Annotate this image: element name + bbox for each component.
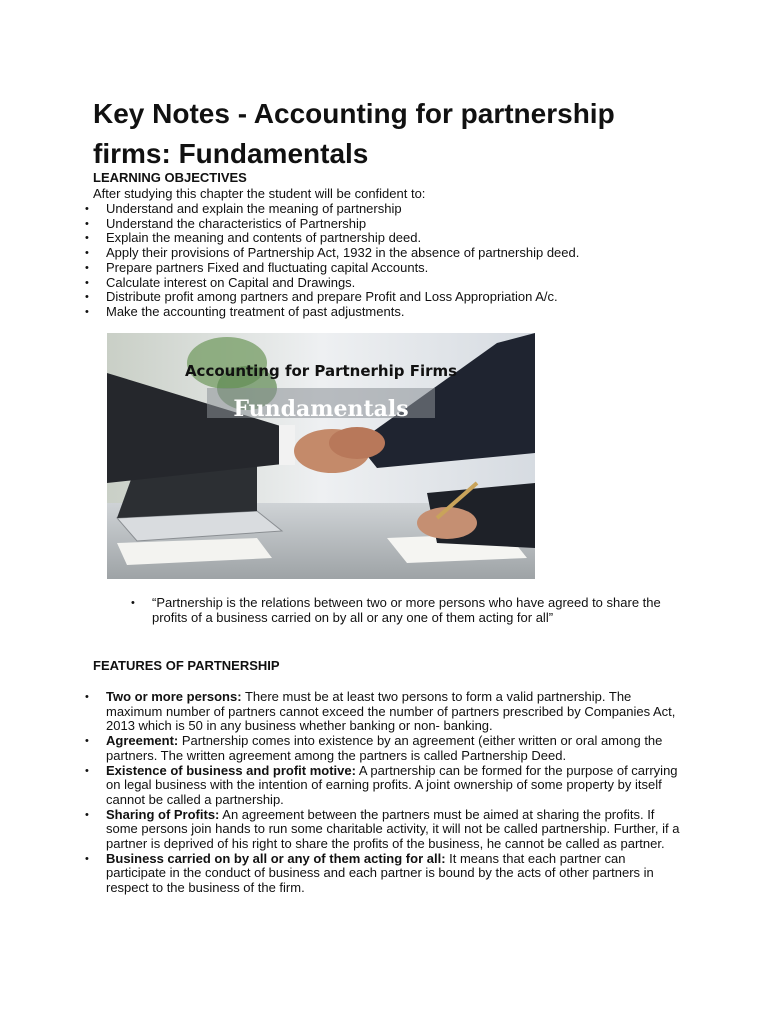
feature-term: Sharing of Profits: (106, 806, 220, 822)
feature-term: Existence of business and profit motive: (106, 762, 356, 778)
feature-item (93, 734, 683, 763)
banner-caption-line1: Accounting for Partnerhip Firms (184, 362, 458, 380)
feature-term: Agreement: (106, 733, 179, 749)
feature-item (93, 690, 683, 734)
feature-item (93, 852, 683, 896)
feature-text: An agreement between the partners must be aimed at sharing the profits. If some persons join hands to run some charitable activity, it will not be called partnership. Further, if a partner is deprived of his right to share the profits of the business, he cannot be called as partner. (106, 806, 680, 852)
features-heading: FEATURES OF PARTNERSHIP (93, 658, 280, 673)
feature-term: Business carried on by all or any of them acting for all: (106, 850, 446, 866)
features-list (93, 690, 683, 896)
objective-item: • Apply their provisions of Partnership Act, 1932 in the absence of partnership deed. (93, 246, 693, 261)
intro-text: After studying this chapter the student will be confident to: (93, 186, 426, 201)
feature-text: It means that each partner can participate in the conduct of business and each partner is bound by the acts of other partners in respect to the business of the firm. (106, 850, 654, 896)
feature-text: There must be at least two persons to form a valid partnership. The maximum number of partners cannot exceed the number of partners prescribed by Companies Act, 2013 which is 50 in any business whether banking or non- banking. (106, 689, 676, 734)
objective-item: • Distribute profit among partners and prepare Profit and Loss Appropriation A/c. (93, 290, 693, 305)
page-title: Key Notes - Accounting for partnership firms: Fundamentals (93, 98, 615, 169)
objective-item: • Understand the characteristics of Partnership (93, 217, 693, 232)
banner-caption-line2: Fundamentals (233, 396, 409, 422)
feature-term: Two or more persons: (106, 689, 242, 704)
feature-item (93, 808, 683, 852)
document-body (93, 94, 693, 320)
feature-item (93, 764, 683, 808)
handshake-illustration (107, 333, 535, 579)
objective-item: • Prepare partners Fixed and fluctuating capital Accounts. (93, 261, 693, 276)
objectives-list (93, 202, 693, 320)
definition-quote: • “Partnership is the relations between two or more persons who have agreed to share the profits of a business carried on by all or any one of them acting for all” (139, 596, 679, 625)
objective-item: • Understand and explain the meaning of partnership (93, 202, 693, 217)
objective-item: • Calculate interest on Capital and Drawings. (93, 276, 693, 291)
feature-text: A partnership can be formed for the purpose of carrying on legal business with the intention of earning profits. A joint ownership of some property by itself cannot be called a partnership. (106, 762, 678, 807)
objective-item: • Make the accounting treatment of past adjustments. (93, 305, 693, 320)
definition-quote-list (139, 596, 679, 625)
objective-item: • Explain the meaning and contents of partnership deed. (93, 231, 693, 246)
handshake-banner-image (107, 333, 535, 579)
feature-text: Partnership comes into existence by an agreement (either written or oral among the partners. The written agreement among the partners is called Partnership Deed. (106, 733, 663, 763)
learning-objectives-heading: LEARNING OBJECTIVES (93, 170, 247, 185)
